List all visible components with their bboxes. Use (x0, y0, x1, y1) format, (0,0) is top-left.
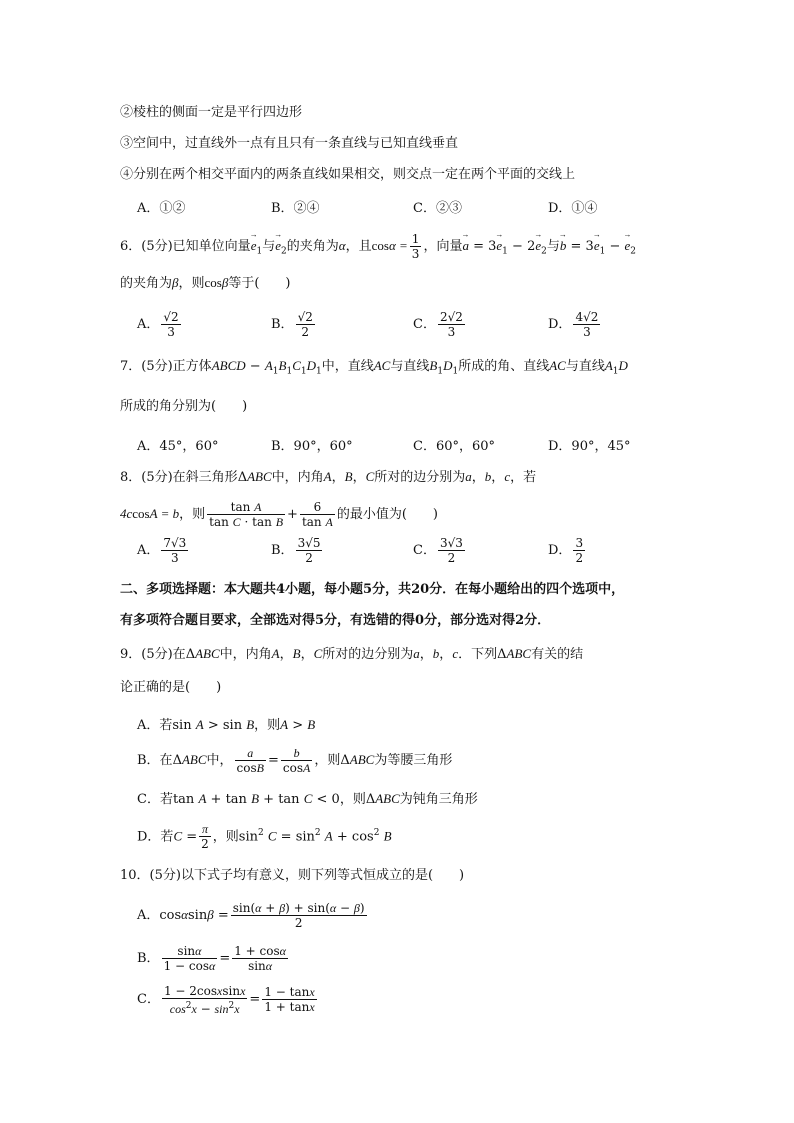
q9-option-d[interactable]: D．若C = $\frac{\pi}{2}$ ，则$\sin^2 C = \sin^2 A + \cos^2 B$ (137, 822, 392, 852)
q9-stem: 9．(5分)在ΔABC中，内角A，B，C所对的边分别为a，b，c．下列ΔABC有关的结 (120, 646, 584, 662)
q7-option-d[interactable]: D．90°，45° (548, 439, 631, 454)
q7-option-c[interactable]: C．60°，60° (413, 439, 496, 454)
statement-3: ③空间中，过直线外一点有且只有一条直线与已知直线垂直 (120, 136, 459, 151)
section-2-heading: 二、多项选择题：本大题共4小题，每小题5分，共20分．在每小题给出的四个选项中， (120, 582, 625, 597)
q6-option-c[interactable]: C． $\frac{2√2}{3}$ (413, 310, 463, 339)
q6-option-a[interactable]: A． $\frac{√2}{3}$ (137, 310, 179, 339)
fraction-one-third: $\frac{1}{3}$ (411, 232, 420, 261)
q7-option-b[interactable]: B．90°，60° (271, 439, 353, 454)
q8-option-a[interactable]: A． $\frac{7√3}{3}$ (137, 536, 187, 565)
q5-option-d[interactable]: D．①④ (548, 201, 598, 216)
q5-options (137, 197, 697, 217)
q7-stem-line2: 所成的角分别为( ) (120, 399, 248, 414)
q6-stem-line2: 的夹角为β，则cosβ等于( ) (120, 275, 291, 291)
section-2-instructions: 有多项符合题目要求，全部选对得5分，有选错的得0分，部分选对得2分． (120, 613, 551, 628)
q9-option-a[interactable]: A．若sin A > sin B，则A > B (137, 717, 316, 733)
q10-option-b[interactable]: B． $\frac{\sin\alpha}{1 - \cos\alpha}$ = $\frac{1 + \cos\alpha}{\sin\alpha}$ (137, 944, 286, 973)
q5-option-b[interactable]: B．②④ (271, 201, 320, 216)
q9-option-b[interactable]: B．在ΔABC中， $\frac{a}{\cos B}$ = $\frac{b}{\cos A}$ ，则ΔABC为等腰三角形 (137, 746, 453, 775)
q8-stem-line2: 4ccosA = b，则 $\frac{\text{tan A}}{\text{tan C · tan B}}$ + $\frac{6}{\text{tan A}}$ 的最小值为( ) (120, 500, 438, 529)
fraction-6-over-tanA: $\frac{6}{\text{tan A}}$ (301, 500, 333, 529)
q6-option-d[interactable]: D． $\frac{4√2}{3}$ (548, 310, 599, 339)
fraction-tanA-over-tanC-tanB: $\frac{\text{tan A}}{\text{tan C · tan B}}$ (209, 500, 284, 529)
q8-options (137, 536, 697, 570)
q6-option-b[interactable]: B． $\frac{√2}{2}$ (271, 310, 313, 339)
q10-option-a[interactable]: A．cosαsinβ = $\frac{\sin(\alpha + \beta) + \sin(\alpha - \beta)}{2}$ (137, 901, 365, 930)
q9-option-c[interactable]: C．若tan A + tan B + tan C < 0，则ΔABC为钝角三角形 (137, 791, 478, 807)
q10-option-c[interactable]: C． $\frac{\text{1 − 2cosxsinx}}{\cos^2x - \sin^2x}$ = $\frac{1 - \tan x}{1 + \tan x}$ (137, 983, 315, 1016)
q9-stem-line2: 论正确的是( ) (120, 680, 222, 695)
q8-option-d[interactable]: D． $\frac{3}{2}$ (548, 536, 584, 565)
q8-option-b[interactable]: B． $\frac{3√5}{2}$ (271, 536, 321, 565)
q8-stem: 8．(5分)在斜三角形ΔABC中，内角A，B，C所对的边分别为a，b，c，若 (120, 469, 537, 485)
q6-stem: 6．(5分)已知单位向量→ $e_1$与→ $e_2$的夹角为α，且cosα = $\frac{1}{3}$ ，向量→ $a = 3\to e_1 - 2\to e_2$与→ $b = 3\to e_1$ − → $e_2$ (120, 232, 636, 262)
q7-options (137, 435, 697, 455)
statement-4: ④分别在两个相交平面内的两条直线如果相交，则交点一定在两个平面的交线上 (120, 167, 576, 182)
q5-option-c[interactable]: C．②③ (413, 201, 462, 216)
q7-option-a[interactable]: A．45°，60° (137, 439, 219, 454)
q6-options (137, 310, 697, 344)
q7-stem: 7．(5分)正方体ABCD − $A_1B_1C_1D_1$中，直线AC与直线$B_1D_1$所成的角、直线AC与直线$A_1D$ (120, 358, 628, 377)
q8-option-c[interactable]: C． $\frac{3√3}{2}$ (413, 536, 463, 565)
statement-2: ②棱柱的侧面一定是平行四边形 (120, 105, 303, 120)
q10-stem: 10．(5分)以下式子均有意义，则下列等式恒成立的是( ) (120, 868, 465, 883)
q5-option-a[interactable]: A．①② (137, 201, 186, 216)
